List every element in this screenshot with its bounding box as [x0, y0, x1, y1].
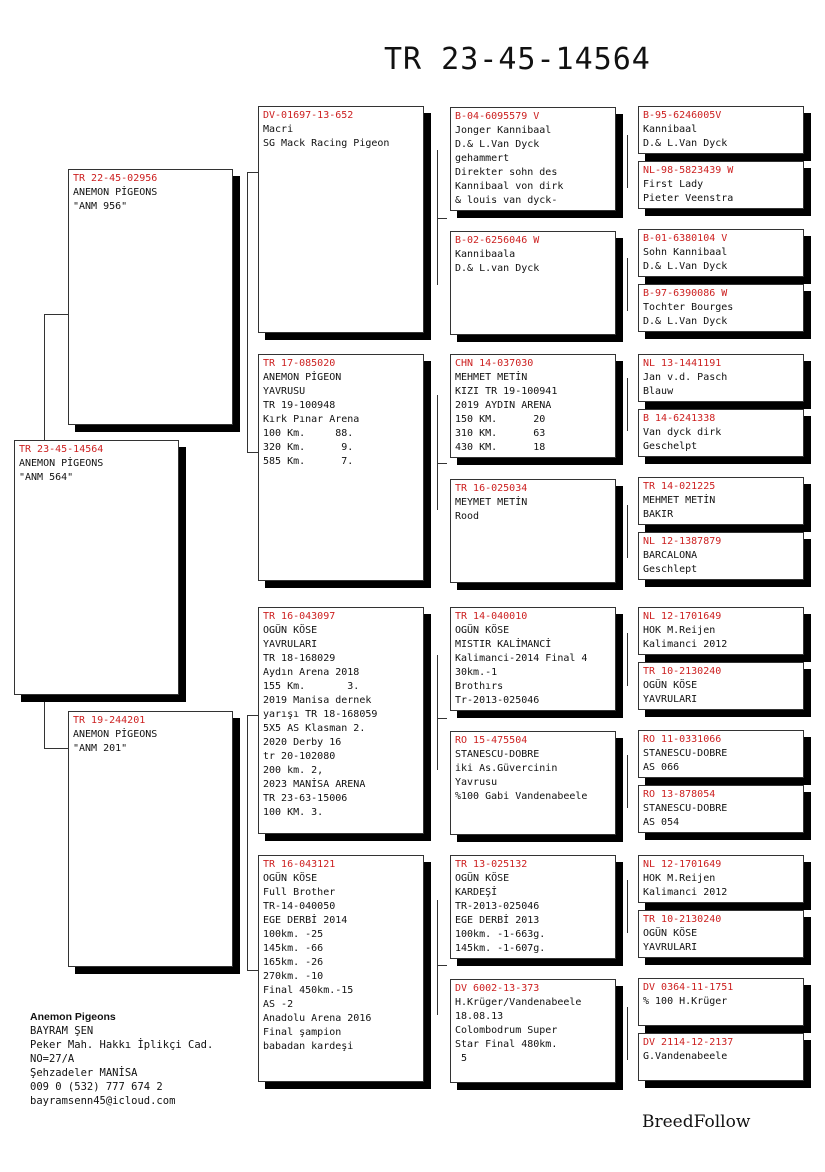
pigeon-info-line: Geschlept: [643, 564, 698, 575]
pigeon-info-line: 5X5 AS Klasman 2.: [263, 723, 366, 734]
pigeon-info-line: YAVRULARI: [643, 694, 698, 705]
pigeon-info-line: G.Vandenabeele: [643, 1051, 728, 1062]
ring-number: NL 12-1387879: [643, 536, 722, 547]
pigeon-info-line: Kannibaal von dirk: [455, 181, 564, 192]
pigeon-info-line: Macri: [263, 124, 294, 135]
connector-line: [437, 463, 447, 464]
pigeon-info-line: KARDEŞİ: [455, 887, 498, 898]
ancestor-card: [638, 161, 804, 209]
pigeon-info-line: Brothırs: [455, 681, 504, 692]
pigeon-info-line: H.Krüger/Vandenabeele: [455, 997, 582, 1008]
pigeon-info-line: 145km. -1-607g.: [455, 943, 546, 954]
pigeon-info-line: tr 20-102080: [263, 751, 336, 762]
dam-sire-card: [258, 607, 424, 834]
pigeon-info-line: %100 Gabi Vandenabeele: [455, 791, 588, 802]
ancestor-card: [638, 106, 804, 154]
connector-line: [437, 965, 447, 966]
pigeon-info-line: EGE DERBİ 2013: [455, 915, 540, 926]
pigeon-info-line: "ANM 201": [73, 743, 128, 754]
ring-number: NL 12-1701649: [643, 859, 722, 870]
pigeon-info-line: AS -2: [263, 999, 294, 1010]
connector-line: [437, 655, 438, 770]
pigeon-info-line: 585 Km. 7.: [263, 456, 354, 467]
ancestor-card: [638, 978, 804, 1026]
pigeon-info-line: 145km. -66: [263, 943, 324, 954]
connector-line: [247, 715, 248, 970]
connector-line: [627, 633, 628, 686]
pigeon-info-line: AS 054: [643, 817, 680, 828]
sire-card: [68, 169, 233, 425]
pigeon-info-line: OGÜN KÖSE: [263, 625, 318, 636]
contact-line: Şehzadeler MANİSA: [30, 1067, 138, 1079]
breeder-name: Anemon Pigeons: [30, 1011, 116, 1023]
pigeon-info-line: 100 KM. 3.: [263, 807, 324, 818]
ring-number: NL 12-1701649: [643, 611, 722, 622]
pigeon-info-line: 155 Km. 3.: [263, 681, 360, 692]
pigeon-info-line: MISTIR KALİMANCİ: [455, 639, 552, 650]
connector-line: [627, 755, 628, 808]
pigeon-info-line: Sohn Kannibaal: [643, 247, 728, 258]
ring-number: TR 16-025034: [455, 483, 528, 494]
connector-line: [437, 395, 438, 510]
ring-number: DV-01697-13-652: [263, 110, 354, 121]
pigeon-info-line: Jonger Kannibaal: [455, 125, 552, 136]
pigeon-info-line: 270km. -10: [263, 971, 324, 982]
ancestor-card: [638, 785, 804, 833]
pigeon-info-line: ANEMON PİGEONS: [73, 187, 158, 198]
pigeon-info-line: ANEMON PİGEONS: [73, 729, 158, 740]
pigeon-info-line: YAVRULARI: [263, 639, 318, 650]
pigeon-info-line: D.& L.Van Dyck: [643, 138, 728, 149]
pigeon-info-line: Blauw: [643, 386, 674, 397]
pigeon-info-line: gehammert: [455, 153, 510, 164]
great-grandparent-card: [450, 107, 616, 211]
pigeon-info-line: YAVRUSU: [263, 386, 306, 397]
pigeon-info-line: HOK M.Reijen: [643, 873, 716, 884]
pigeon-info-line: 100km. -1-663g.: [455, 929, 546, 940]
ancestor-card: [638, 284, 804, 332]
pigeon-info-line: Rood: [455, 511, 480, 522]
pigeon-info-line: "ANM 564": [19, 472, 74, 483]
great-grandparent-card: [450, 731, 616, 835]
contact-line: 009 0 (532) 777 674 2: [30, 1081, 163, 1093]
connector-line: [44, 748, 69, 749]
dam-dam-card: [258, 855, 424, 1082]
connector-line: [627, 258, 628, 311]
pigeon-info-line: 18.08.13: [455, 1011, 504, 1022]
pigeon-info-line: KIZI TR 19-100941: [455, 386, 558, 397]
pigeon-info-line: iki As.Güvercinin: [455, 763, 558, 774]
ring-number: RO 13-878054: [643, 789, 716, 800]
pigeon-info-line: 150 KM. 20: [455, 414, 546, 425]
connector-line: [627, 880, 628, 933]
pigeon-info-line: Van dyck dirk: [643, 427, 722, 438]
ancestor-card: [638, 910, 804, 958]
pigeon-info-line: OGÜN KÖSE: [643, 928, 698, 939]
pigeon-info-line: Kalimanci-2014 Final 4: [455, 653, 588, 664]
pigeon-info-line: OGÜN KÖSE: [455, 873, 510, 884]
ring-number: TR 13-025132: [455, 859, 528, 870]
pigeon-info-line: 310 KM. 63: [455, 428, 546, 439]
pigeon-info-line: 100km. -25: [263, 929, 324, 940]
connector-line: [627, 135, 628, 188]
pigeon-info-line: 320 Km. 9.: [263, 442, 354, 453]
connector-line: [627, 1007, 628, 1060]
ring-number: TR 10-2130240: [643, 914, 722, 925]
pigeon-info-line: AS 066: [643, 762, 680, 773]
pigeon-info-line: STANESCU-DOBRE: [455, 749, 540, 760]
great-grandparent-card: [450, 231, 616, 335]
connector-line: [437, 900, 438, 1015]
pigeon-info-line: D.& L.Van Dyck: [643, 261, 728, 272]
pigeon-info-line: Star Final 480km.: [455, 1039, 558, 1050]
pigeon-info-line: 200 km. 2,: [263, 765, 324, 776]
ring-number: DV 2114-12-2137: [643, 1037, 734, 1048]
pigeon-info-line: 5: [455, 1053, 468, 1064]
pigeon-info-line: Kannibaal: [643, 124, 698, 135]
connector-line: [247, 172, 248, 452]
dam-card: [68, 711, 233, 967]
pigeon-info-line: Kalimanci 2012: [643, 887, 728, 898]
breeder-contact: [30, 1010, 213, 1108]
pigeon-info-line: HOK M.Reijen: [643, 625, 716, 636]
pigeon-info-line: ANEMON PİGEONS: [19, 458, 104, 469]
contact-line: NO=27/A: [30, 1053, 75, 1065]
ring-number: B-02-6256046 W: [455, 235, 540, 246]
pigeon-info-line: MEYMET METİN: [455, 497, 528, 508]
pigeon-info-line: Aydın Arena 2018: [263, 667, 360, 678]
ancestor-card: [638, 532, 804, 580]
ring-number: TR 23-45-14564: [19, 444, 104, 455]
pigeon-info-line: Tochter Bourges: [643, 302, 734, 313]
pigeon-info-line: Kannibaala: [455, 249, 516, 260]
subject-pigeon-card: [14, 440, 179, 695]
ancestor-card: [638, 409, 804, 457]
ancestor-card: [638, 1033, 804, 1081]
pigeon-info-line: TR 19-100948: [263, 400, 336, 411]
pigeon-info-line: Final 450km.-15: [263, 985, 354, 996]
ring-number: B 14-6241338: [643, 413, 716, 424]
connector-line: [437, 718, 447, 719]
ring-number: B-97-6390086 W: [643, 288, 728, 299]
ring-number: RO 11-0331066: [643, 734, 722, 745]
sire-dam-card: [258, 354, 424, 581]
pigeon-info-line: First Lady: [643, 179, 704, 190]
contact-line: Peker Mah. Hakkı İplikçi Cad.: [30, 1039, 214, 1051]
pigeon-info-line: D.& L.van Dyck: [455, 263, 540, 274]
ring-number: DV 6002-13-373: [455, 983, 540, 994]
pigeon-info-line: TR 23-63-15006: [263, 793, 348, 804]
great-grandparent-card: [450, 607, 616, 711]
pigeon-info-line: 430 KM. 18: [455, 442, 546, 453]
ring-number: NL 13-1441191: [643, 358, 722, 369]
great-grandparent-card: [450, 479, 616, 583]
ring-number: RO 15-475504: [455, 735, 528, 746]
pigeon-info-line: Geschelpt: [643, 441, 698, 452]
pigeon-info-line: Full Brother: [263, 887, 336, 898]
great-grandparent-card: [450, 354, 616, 458]
pigeon-info-line: YAVRULARI: [643, 942, 698, 953]
pigeon-info-line: SG Mack Racing Pigeon: [263, 138, 390, 149]
pigeon-info-line: BARCALONA: [643, 550, 698, 561]
ring-number: TR 14-021225: [643, 481, 716, 492]
pigeon-info-line: TR-2013-025046: [455, 901, 540, 912]
ring-number: DV 0364-11-1751: [643, 982, 734, 993]
pigeon-info-line: 2020 Derby 16: [263, 737, 342, 748]
pigeon-info-line: D.& L.Van Dyck: [455, 139, 540, 150]
pigeon-info-line: Final şampion: [263, 1027, 342, 1038]
pigeon-info-line: ANEMON PİGEON: [263, 372, 342, 383]
pigeon-info-line: Colombodrum Super: [455, 1025, 558, 1036]
pigeon-info-line: MEHMET METİN: [643, 495, 716, 506]
pigeon-info-line: Jan v.d. Pasch: [643, 372, 728, 383]
pigeon-info-line: EGE DERBİ 2014: [263, 915, 348, 926]
pigeon-info-line: Kalimanci 2012: [643, 639, 728, 650]
ancestor-card: [638, 730, 804, 778]
ring-number: B-95-6246005V: [643, 110, 722, 121]
connector-line: [437, 218, 447, 219]
pedigree-title: TR 23-45-14564: [384, 42, 651, 77]
pigeon-info-line: OGÜN KÖSE: [455, 625, 510, 636]
great-grandparent-card: [450, 855, 616, 959]
ring-number: TR 19-244201: [73, 715, 146, 726]
pigeon-info-line: Direkter sohn des: [455, 167, 558, 178]
pigeon-info-line: 2019 Manisa dernek: [263, 695, 372, 706]
ring-number: TR 22-45-02956: [73, 173, 158, 184]
ring-number: CHN 14-037030: [455, 358, 534, 369]
brand-logo-text: BreedFollow: [642, 1112, 751, 1132]
pigeon-info-line: 100 Km. 88.: [263, 428, 354, 439]
sire-sire-card: [258, 106, 424, 333]
pigeon-info-line: Yavrusu: [455, 777, 498, 788]
ring-number: TR 16-043121: [263, 859, 336, 870]
pigeon-info-line: OGÜN KÖSE: [263, 873, 318, 884]
pigeon-info-line: D.& L.Van Dyck: [643, 316, 728, 327]
pigeon-info-line: Anadolu Arena 2016: [263, 1013, 372, 1024]
ring-number: TR 10-2130240: [643, 666, 722, 677]
ancestor-card: [638, 229, 804, 277]
pigeon-info-line: 165km. -26: [263, 957, 324, 968]
pigeon-info-line: Tr-2013-025046: [455, 695, 540, 706]
pigeon-info-line: 2023 MANİSA ARENA: [263, 779, 366, 790]
ancestor-card: [638, 855, 804, 903]
contact-line: bayramsenn45@icloud.com: [30, 1095, 176, 1107]
ring-number: B-04-6095579 V: [455, 111, 540, 122]
ancestor-card: [638, 477, 804, 525]
connector-line: [627, 505, 628, 558]
pigeon-info-line: MEHMET METİN: [455, 372, 528, 383]
pigeon-info-line: TR 18-168029: [263, 653, 336, 664]
connector-line: [627, 378, 628, 431]
pigeon-info-line: STANESCU-DOBRE: [643, 803, 728, 814]
ancestor-card: [638, 354, 804, 402]
pigeon-info-line: BAKIR: [643, 509, 674, 520]
pigeon-info-line: 2019 AYDIN ARENA: [455, 400, 552, 411]
pigeon-info-line: OGÜN KÖSE: [643, 680, 698, 691]
ring-number: B-01-6380104 V: [643, 233, 728, 244]
pigeon-info-line: Kırk Pınar Arena: [263, 414, 360, 425]
connector-line: [44, 314, 69, 315]
pigeon-info-line: babadan kardeşi: [263, 1041, 354, 1052]
ring-number: NL-98-5823439 W: [643, 165, 734, 176]
great-grandparent-card: [450, 979, 616, 1083]
ring-number: TR 17-085020: [263, 358, 336, 369]
ring-number: TR 16-043097: [263, 611, 336, 622]
pigeon-info-line: STANESCU-DOBRE: [643, 748, 728, 759]
pigeon-info-line: "ANM 956": [73, 201, 128, 212]
ancestor-card: [638, 662, 804, 710]
pigeon-info-line: TR-14-040050: [263, 901, 336, 912]
pigeon-info-line: 30km.-1: [455, 667, 498, 678]
pigeon-info-line: yarışı TR 18-168059: [263, 709, 378, 720]
pigeon-info-line: % 100 H.Krüger: [643, 996, 728, 1007]
ancestor-card: [638, 607, 804, 655]
pigeon-info-line: & louis van dyck-: [455, 195, 558, 206]
ring-number: TR 14-040010: [455, 611, 528, 622]
pigeon-info-line: Pieter Veenstra: [643, 193, 734, 204]
contact-line: BAYRAM ŞEN: [30, 1025, 94, 1037]
